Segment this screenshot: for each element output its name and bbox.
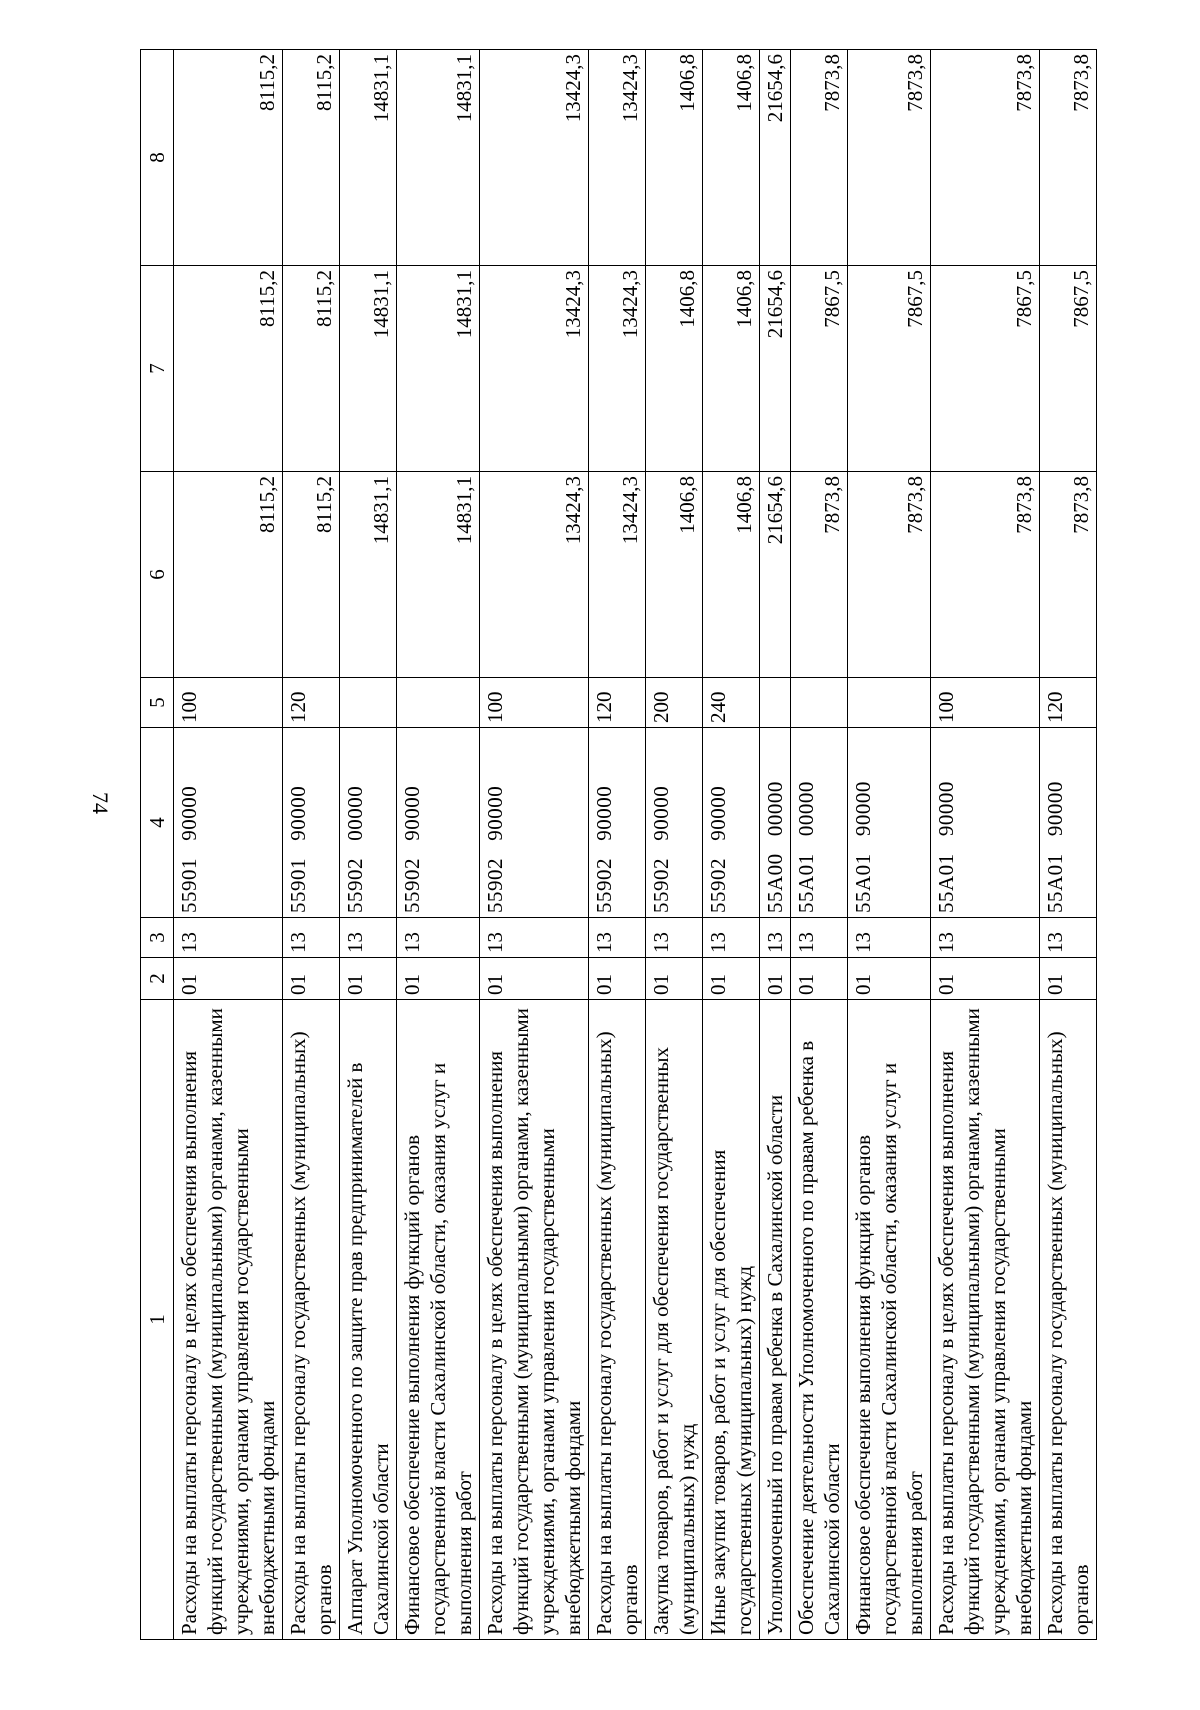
- row-name-cell: Обеспечение деятельности Уполномоченного по правам ребенка в Сахалинской области: [791, 1000, 848, 1640]
- amount-col6-cell: 14831,1: [397, 472, 480, 678]
- section-code-cell: 01: [1040, 958, 1097, 1000]
- program-code-cell: 55А01 90000: [931, 728, 1040, 918]
- program-code-cell: 55А01 90000: [848, 728, 931, 918]
- amount-col8-cell: 14831,1: [340, 50, 397, 266]
- expense-type-cell: 120: [283, 678, 340, 728]
- subsection-code-cell: 13: [848, 918, 931, 958]
- rotated-table-wrapper: [140, 50, 1093, 1640]
- amount-col7-cell: 21654,6: [760, 266, 791, 472]
- section-code-cell: 01: [340, 958, 397, 1000]
- expense-type-cell: [397, 678, 480, 728]
- amount-col8-cell: 8115,2: [174, 50, 283, 266]
- section-code-cell: 01: [703, 958, 760, 1000]
- table-row: [1040, 50, 1097, 1640]
- amount-col6-cell: 13424,3: [480, 472, 589, 678]
- amount-col6-cell: 21654,6: [760, 472, 791, 678]
- section-code-cell: 01: [283, 958, 340, 1000]
- column-header: 7: [141, 266, 174, 472]
- table-row: [848, 50, 931, 1640]
- subsection-code-cell: 13: [340, 918, 397, 958]
- expense-type-cell: 100: [174, 678, 283, 728]
- program-code-cell: 55902 00000: [340, 728, 397, 918]
- amount-col8-cell: 1406,8: [646, 50, 703, 266]
- table-row: [646, 50, 703, 1640]
- expense-type-cell: 120: [589, 678, 646, 728]
- page-number: 74: [88, 792, 113, 814]
- amount-col8-cell: 13424,3: [589, 50, 646, 266]
- section-code-cell: 01: [174, 958, 283, 1000]
- expense-type-cell: 100: [480, 678, 589, 728]
- row-name-cell: Расходы на выплаты персоналу государственных (муниципальных) органов: [283, 1000, 340, 1640]
- amount-col6-cell: 1406,8: [646, 472, 703, 678]
- column-header: 6: [141, 472, 174, 678]
- row-name-cell: Расходы на выплаты персоналу в целях обеспечения выполнения функций государственными (муниципальными) органами, казенными учреждениями, органами управления государственными внебюджетными фондами: [480, 1000, 589, 1640]
- amount-col6-cell: 1406,8: [703, 472, 760, 678]
- amount-col8-cell: 7873,8: [791, 50, 848, 266]
- row-name-cell: Расходы на выплаты персоналу в целях обеспечения выполнения функций государственными (муниципальными) органами, казенными учреждениями, органами управления государственными внебюджетными фондами: [174, 1000, 283, 1640]
- section-code-cell: 01: [480, 958, 589, 1000]
- expense-type-cell: 120: [1040, 678, 1097, 728]
- amount-col7-cell: 13424,3: [480, 266, 589, 472]
- amount-col7-cell: 1406,8: [646, 266, 703, 472]
- program-code-cell: 55902 90000: [397, 728, 480, 918]
- program-code-cell: 55901 90000: [283, 728, 340, 918]
- table-row: [589, 50, 646, 1640]
- amount-col7-cell: 7867,5: [931, 266, 1040, 472]
- table-row: [931, 50, 1040, 1640]
- amount-col7-cell: 7867,5: [791, 266, 848, 472]
- budget-table: [140, 49, 1097, 1640]
- table-row: [791, 50, 848, 1640]
- amount-col7-cell: 7867,5: [1040, 266, 1097, 472]
- column-header: 8: [141, 50, 174, 266]
- section-code-cell: 01: [646, 958, 703, 1000]
- row-name-cell: Закупка товаров, работ и услуг для обеспечения государственных (муниципальных) нужд: [646, 1000, 703, 1640]
- amount-col6-cell: 7873,8: [931, 472, 1040, 678]
- amount-col6-cell: 7873,8: [791, 472, 848, 678]
- program-code-cell: 55901 90000: [174, 728, 283, 918]
- program-code-cell: 55А01 00000: [791, 728, 848, 918]
- subsection-code-cell: 13: [760, 918, 791, 958]
- section-code-cell: 01: [791, 958, 848, 1000]
- amount-col6-cell: 7873,8: [1040, 472, 1097, 678]
- amount-col7-cell: 1406,8: [703, 266, 760, 472]
- amount-col8-cell: 21654,6: [760, 50, 791, 266]
- row-name-cell: Расходы на выплаты персоналу в целях обеспечения выполнения функций государственными (муниципальными) органами, казенными учреждениями, органами управления государственными внебюджетными фондами: [931, 1000, 1040, 1640]
- amount-col7-cell: 14831,1: [397, 266, 480, 472]
- column-header: 4: [141, 728, 174, 918]
- expense-type-cell: 240: [703, 678, 760, 728]
- program-code-cell: 55А00 00000: [760, 728, 791, 918]
- header-row: [141, 50, 174, 1640]
- expense-type-cell: 200: [646, 678, 703, 728]
- amount-col7-cell: 7867,5: [848, 266, 931, 472]
- program-code-cell: 55902 90000: [589, 728, 646, 918]
- table-row: [397, 50, 480, 1640]
- column-header: 2: [141, 958, 174, 1000]
- expense-type-cell: [760, 678, 791, 728]
- expense-type-cell: [848, 678, 931, 728]
- program-code-cell: 55902 90000: [703, 728, 760, 918]
- column-header: 5: [141, 678, 174, 728]
- amount-col8-cell: 7873,8: [931, 50, 1040, 266]
- amount-col6-cell: 13424,3: [589, 472, 646, 678]
- program-code-cell: 55А01 90000: [1040, 728, 1097, 918]
- subsection-code-cell: 13: [174, 918, 283, 958]
- row-name-cell: Расходы на выплаты персоналу государственных (муниципальных) органов: [589, 1000, 646, 1640]
- row-name-cell: Аппарат Уполномоченного по защите прав предпринимателей в Сахалинской области: [340, 1000, 397, 1640]
- subsection-code-cell: 13: [703, 918, 760, 958]
- subsection-code-cell: 13: [397, 918, 480, 958]
- row-name-cell: Финансовое обеспечение выполнения функций органов государственной власти Сахалинской области, оказания услуг и выполнения работ: [848, 1000, 931, 1640]
- section-code-cell: 01: [589, 958, 646, 1000]
- table-row: [480, 50, 589, 1640]
- row-name-cell: Финансовое обеспечение выполнения функций органов государственной власти Сахалинской области, оказания услуг и выполнения работ: [397, 1000, 480, 1640]
- amount-col7-cell: 14831,1: [340, 266, 397, 472]
- amount-col8-cell: 7873,8: [1040, 50, 1097, 266]
- subsection-code-cell: 13: [791, 918, 848, 958]
- subsection-code-cell: 13: [283, 918, 340, 958]
- amount-col6-cell: 7873,8: [848, 472, 931, 678]
- amount-col7-cell: 13424,3: [589, 266, 646, 472]
- expense-type-cell: [340, 678, 397, 728]
- program-code-cell: 55902 90000: [646, 728, 703, 918]
- table-row: [703, 50, 760, 1640]
- section-code-cell: 01: [760, 958, 791, 1000]
- amount-col8-cell: 14831,1: [397, 50, 480, 266]
- amount-col8-cell: 7873,8: [848, 50, 931, 266]
- program-code-cell: 55902 90000: [480, 728, 589, 918]
- amount-col7-cell: 8115,2: [283, 266, 340, 472]
- row-name-cell: Уполномоченный по правам ребенка в Сахалинской области: [760, 1000, 791, 1640]
- column-header: 3: [141, 918, 174, 958]
- amount-col8-cell: 8115,2: [283, 50, 340, 266]
- subsection-code-cell: 13: [480, 918, 589, 958]
- table-row: [283, 50, 340, 1640]
- subsection-code-cell: 13: [1040, 918, 1097, 958]
- column-header: 1: [141, 1000, 174, 1640]
- subsection-code-cell: 13: [931, 918, 1040, 958]
- amount-col6-cell: 8115,2: [174, 472, 283, 678]
- subsection-code-cell: 13: [646, 918, 703, 958]
- expense-type-cell: [791, 678, 848, 728]
- row-name-cell: Расходы на выплаты персоналу государственных (муниципальных) органов: [1040, 1000, 1097, 1640]
- amount-col7-cell: 8115,2: [174, 266, 283, 472]
- table-row: [174, 50, 283, 1640]
- subsection-code-cell: 13: [589, 918, 646, 958]
- section-code-cell: 01: [397, 958, 480, 1000]
- expense-type-cell: 100: [931, 678, 1040, 728]
- row-name-cell: Иные закупки товаров, работ и услуг для обеспечения государственных (муниципальных) нужд: [703, 1000, 760, 1640]
- table-row: [340, 50, 397, 1640]
- amount-col8-cell: 1406,8: [703, 50, 760, 266]
- table-row: [760, 50, 791, 1640]
- section-code-cell: 01: [848, 958, 931, 1000]
- section-code-cell: 01: [931, 958, 1040, 1000]
- table-body: [174, 50, 1097, 1640]
- amount-col8-cell: 13424,3: [480, 50, 589, 266]
- amount-col6-cell: 14831,1: [340, 472, 397, 678]
- amount-col6-cell: 8115,2: [283, 472, 340, 678]
